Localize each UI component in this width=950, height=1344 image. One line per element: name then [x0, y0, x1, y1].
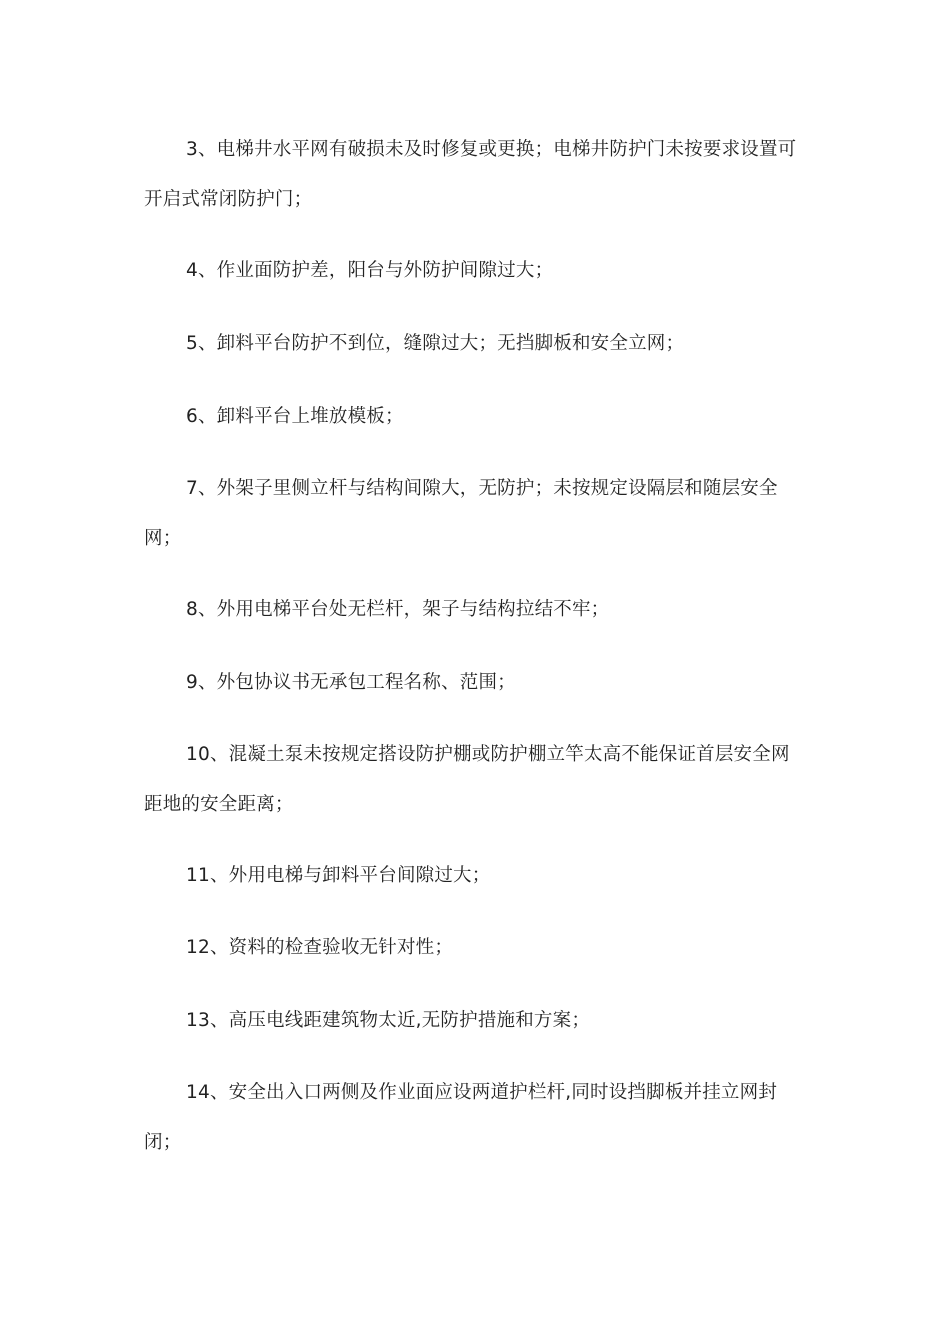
- paragraph-item-10: 10、混凝土泵未按规定搭设防护棚或防护棚立竿太高不能保证首层安全网距地的安全距离；: [144, 744, 790, 815]
- paragraph-item-12: 12、资料的检查验收无针对性；: [186, 937, 454, 958]
- paragraph-item-7: 7、外架子里侧立杆与结构间隙大，无防护；未按规定设隔层和随层安全网；: [144, 478, 778, 549]
- paragraph-item-14: 14、安全出入口两侧及作业面应设两道护栏杆,同时设挡脚板并挂立网封闭；: [144, 1082, 778, 1153]
- paragraph-item-3: 3、电梯井水平网有破损未及时修复或更换；电梯井防护门未按要求设置可开启式常闭防护门；: [144, 139, 797, 210]
- paragraph-item-9: 9、外包协议书无承包工程名称、范围；: [186, 672, 516, 693]
- paragraph-item-8: 8、外用电梯平台处无栏杆，架子与结构拉结不牢；: [186, 599, 610, 620]
- paragraph-item-5: 5、卸料平台防护不到位，缝隙过大；无挡脚板和安全立网；: [186, 333, 685, 354]
- paragraph-item-6: 6、卸料平台上堆放模板；: [186, 406, 404, 427]
- paragraph-item-11: 11、外用电梯与卸料平台间隙过大；: [186, 865, 491, 886]
- paragraph-item-13: 13、高压电线距建筑物太近,无防护措施和方案；: [186, 1010, 591, 1031]
- paragraph-item-4: 4、作业面防护差，阳台与外防护间隙过大；: [186, 260, 554, 281]
